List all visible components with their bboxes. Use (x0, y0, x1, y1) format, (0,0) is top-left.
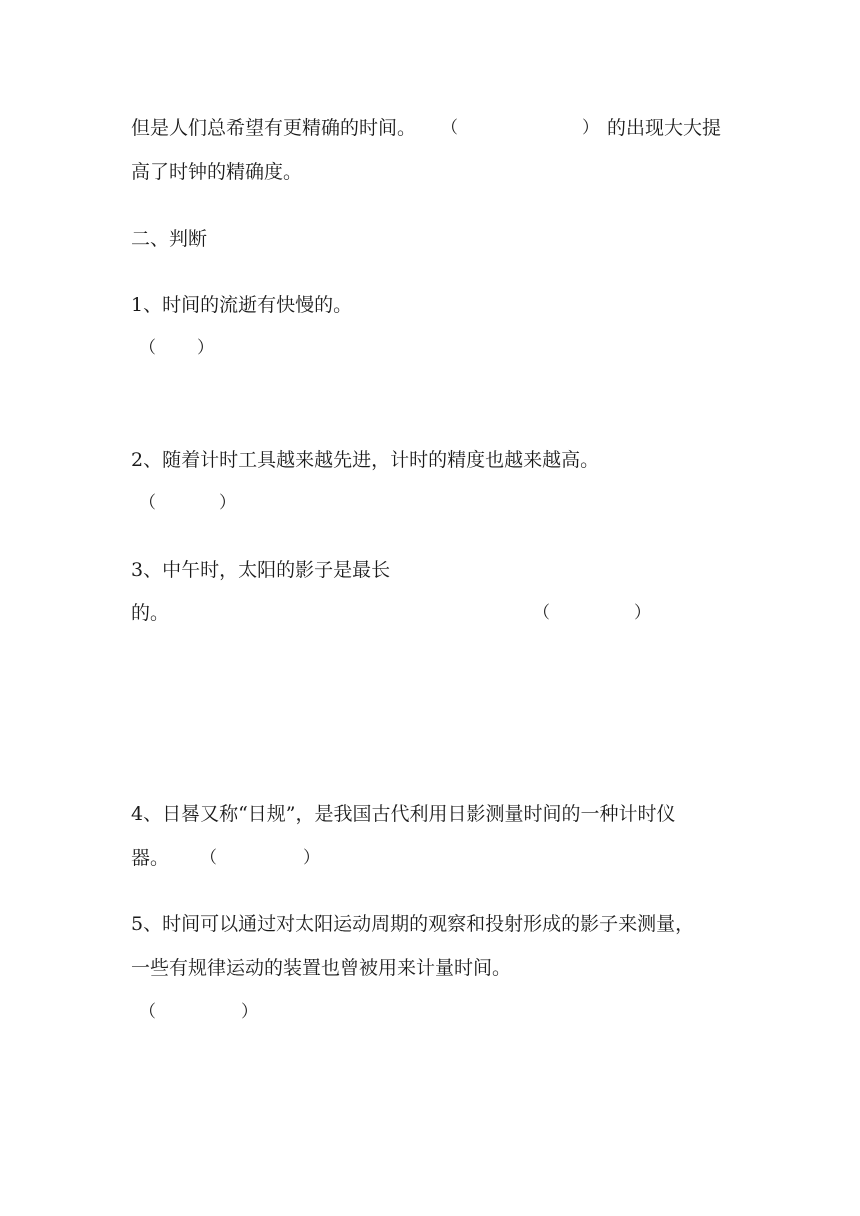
fill-blank-paren-open: （ (441, 118, 458, 138)
fill-blank-line-2-text: 高了时钟的精确度。 (131, 161, 303, 183)
question-5-paren-close: ） (241, 1002, 258, 1022)
section-title: 二、判断 (131, 228, 208, 250)
question-2-paren-open: （ (139, 493, 156, 513)
question-1-text: 1、时间的流逝有快慢的。 (131, 294, 353, 316)
question-2-text: 2、随着计时工具越来越先进，计时的精度也越来越高。 (131, 449, 600, 471)
question-2-paren-close: ） (219, 493, 236, 513)
question-3-paren-open: （ (533, 603, 550, 623)
question-1-paren-close: ） (197, 338, 214, 358)
question-4-text-cont: 器。 (131, 847, 170, 869)
question-3-text: 3、中午时，太阳的影子是最长 (131, 559, 391, 581)
question-4-text: 4、日晷又称“日规”，是我国古代利用日影测量时间的一种计时仪 (131, 803, 676, 825)
question-5-text-cont: 一些有规律运动的装置也曾被用来计量时间。 (131, 957, 512, 979)
question-3-text-cont: 的。 (131, 602, 170, 624)
question-5-text: 5、时间可以通过对太阳运动周期的观察和投射形成的影子来测量， (131, 913, 695, 935)
fill-blank-paren-close: ） (582, 118, 599, 138)
question-4-paren-open: （ (200, 848, 217, 868)
fill-blank-line-1-text: 但是人们总希望有更精确的时间。 (131, 117, 417, 139)
question-5-paren-open: （ (139, 1002, 156, 1022)
question-3-paren-close: ） (634, 603, 651, 623)
fill-blank-line-1-after: 的出现大大提 (607, 117, 722, 139)
question-1-paren-open: （ (139, 338, 156, 358)
question-4-paren-close: ） (303, 848, 320, 868)
